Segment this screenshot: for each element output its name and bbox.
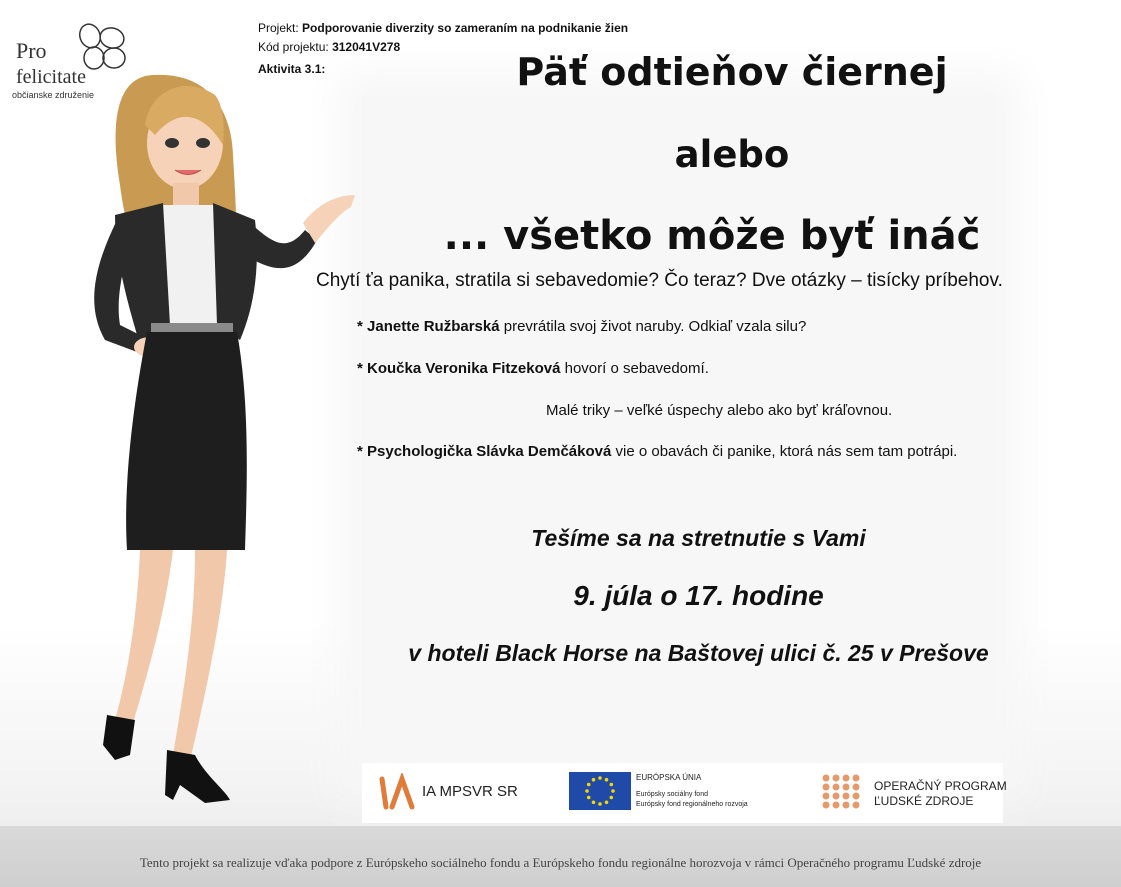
speaker-bullet-2: [357, 360, 709, 377]
title-line-1: Päť odtieňov čiernej: [516, 50, 948, 94]
ia-mpsvr-logo-icon: [376, 773, 418, 813]
activity-label: Aktivita 3.1:: [258, 62, 326, 76]
content-panel: [362, 95, 997, 775]
project-code: 312041V278: [332, 40, 401, 54]
project-line: [258, 21, 628, 35]
op-line-1: OPERAČNÝ PROGRAM: [874, 779, 1007, 793]
eu-line-1: Európsky sociálny fond: [636, 791, 708, 798]
businesswoman-illustration: [55, 55, 365, 815]
speaker-name: Psychologička Slávka Demčáková: [367, 443, 612, 460]
closing-line-1: Tešíme sa na stretnutie s Vami: [531, 525, 866, 551]
eu-title: EURÓPSKA ÚNIA: [636, 773, 702, 782]
logo-line-1: Pro: [16, 38, 47, 63]
eu-line-2: Európsky fond regionálneho rozvoja: [636, 801, 748, 808]
sponsor-logos: [362, 763, 1007, 823]
ia-mpsvr-text: IA MPSVR SR: [422, 783, 518, 800]
op-ludske-zdroje-logo-icon: [820, 773, 864, 809]
intro-text: Chytí ťa panika, stratila si sebavedomie? Čo teraz? Dve otázky – tisícky príbehov.: [316, 270, 1003, 291]
speaker-bullet-3: [357, 443, 957, 460]
project-code-label: Kód projektu:: [258, 40, 329, 54]
speaker-name: Janette Ružbarská: [367, 318, 500, 335]
title-line-2: alebo: [674, 133, 790, 176]
closing-line-3: v hoteli Black Horse na Baštovej ulici č. 25 v Prešove: [408, 640, 989, 666]
speaker-bullet-1: [357, 318, 806, 335]
speaker-text: vie o obavách či panike, ktorá nás sem tam potrápi.: [611, 443, 958, 460]
speaker-subline: Malé triky – veľké úspechy alebo ako byť kráľovnou.: [546, 402, 893, 419]
closing-line-2: 9. júla o 17. hodine: [573, 580, 824, 611]
speaker-name: Koučka Veronika Fitzeková: [367, 360, 561, 377]
project-label: Projekt:: [258, 21, 299, 35]
title-line-3: ... všetko môže byť ináč: [443, 213, 981, 259]
logo-line-3: občianske združenie: [12, 90, 95, 100]
logo-line-2: felicitate: [16, 66, 86, 88]
speaker-text: hovorí o sebavedomí.: [560, 360, 709, 377]
bullet-star: *: [357, 318, 363, 335]
footer-text: Tento projekt sa realizuje vďaka podpore z Európskeho sociálneho fondu a Európskeho fondu regionálne horozvoja v rámci Operačného programu Ľudské zdroje: [139, 855, 982, 870]
bullet-star: *: [357, 443, 363, 460]
project-name: Podporovanie diverzity so zameraním na podnikanie žien: [302, 21, 629, 35]
op-line-2: ĽUDSKÉ ZDROJE: [874, 794, 974, 808]
eu-flag-icon: [569, 772, 631, 810]
speaker-text: prevrátila svoj život naruby. Odkiaľ vzala silu?: [499, 318, 807, 335]
bullet-star: *: [357, 360, 363, 377]
